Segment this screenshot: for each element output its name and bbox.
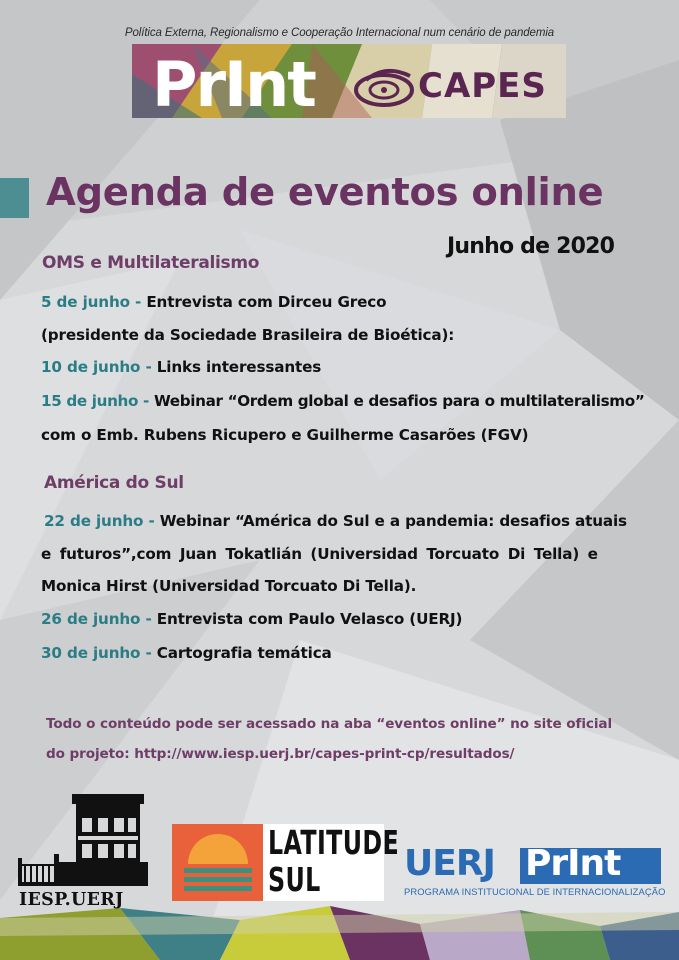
iesp-building-icon	[18, 792, 148, 886]
event-text: Monica Hirst (Universidad Torcuato Di Tella).	[41, 577, 417, 595]
latitude-logo-text-1: LATITUDE	[268, 823, 400, 862]
event-line	[41, 293, 386, 311]
event-date: 5 de junho -	[41, 293, 142, 311]
event-line	[41, 326, 454, 344]
event-line	[41, 426, 528, 444]
print-logo-text: PrInt	[152, 48, 315, 121]
event-line	[44, 512, 627, 530]
capes-logo-text: CAPES	[418, 66, 547, 106]
event-text: Cartografia temática	[156, 644, 332, 662]
iesp-logo-text: IESP.UERJ	[19, 890, 124, 910]
section-heading-america-do-sul: América do Sul	[44, 473, 184, 493]
uerj-logo-text: UERJ	[404, 843, 495, 884]
header-tagline: Política Externa, Regionalismo e Cooperação Internacional num cenário de pandemia	[124, 27, 555, 39]
event-text: e futuros”,com Juan Tokatlián (Universidad Torcuato Di Tella) e	[41, 545, 598, 563]
event-line	[41, 644, 332, 662]
month-label: Junho de 2020	[447, 234, 615, 259]
event-text: Entrevista com Dirceu Greco	[146, 293, 387, 311]
event-text: Webinar “América do Sul e a pandemia: desafios atuais	[159, 512, 627, 530]
event-text: Webinar “Ordem global e desafios para o multilateralismo”	[153, 392, 645, 410]
event-line	[41, 545, 629, 563]
event-date: 30 de junho -	[41, 644, 152, 662]
event-text: (presidente da Sociedade Brasileira de Bioética):	[41, 326, 455, 344]
accent-square	[0, 178, 29, 218]
event-date: 15 de junho -	[41, 392, 149, 410]
event-text: Links interessantes	[156, 358, 322, 376]
uerj-print-logo-text: PrInt	[525, 843, 621, 884]
event-line	[41, 358, 321, 376]
capes-emblem-icon	[352, 66, 416, 110]
latitude-logo-text-2: SUL	[268, 860, 321, 899]
event-date: 26 de junho -	[41, 610, 152, 628]
event-line	[41, 577, 416, 595]
event-line	[41, 392, 644, 410]
latitude-sun-icon	[172, 824, 263, 901]
footer-note-line-2[interactable]: do projeto: http://www.iesp.uerj.br/capes-print-cp/resultados/	[46, 746, 515, 762]
event-text: Entrevista com Paulo Velasco (UERJ)	[156, 610, 463, 628]
page-title: Agenda de eventos online	[46, 170, 604, 215]
event-line	[41, 610, 462, 628]
event-date: 22 de junho -	[44, 512, 155, 530]
footer-note-line-1: Todo o conteúdo pode ser acessado na aba “eventos online” no site oficial	[46, 716, 613, 732]
uerj-logo-subtitle: PROGRAMA INSTITUCIONAL DE INTERNACIONALIZAÇÃO	[404, 886, 666, 897]
section-heading-oms: OMS e Multilateralismo	[42, 253, 260, 273]
event-text: com o Emb. Rubens Ricupero e Guilherme Casarões (FGV)	[41, 426, 529, 444]
event-date: 10 de junho -	[41, 358, 152, 376]
